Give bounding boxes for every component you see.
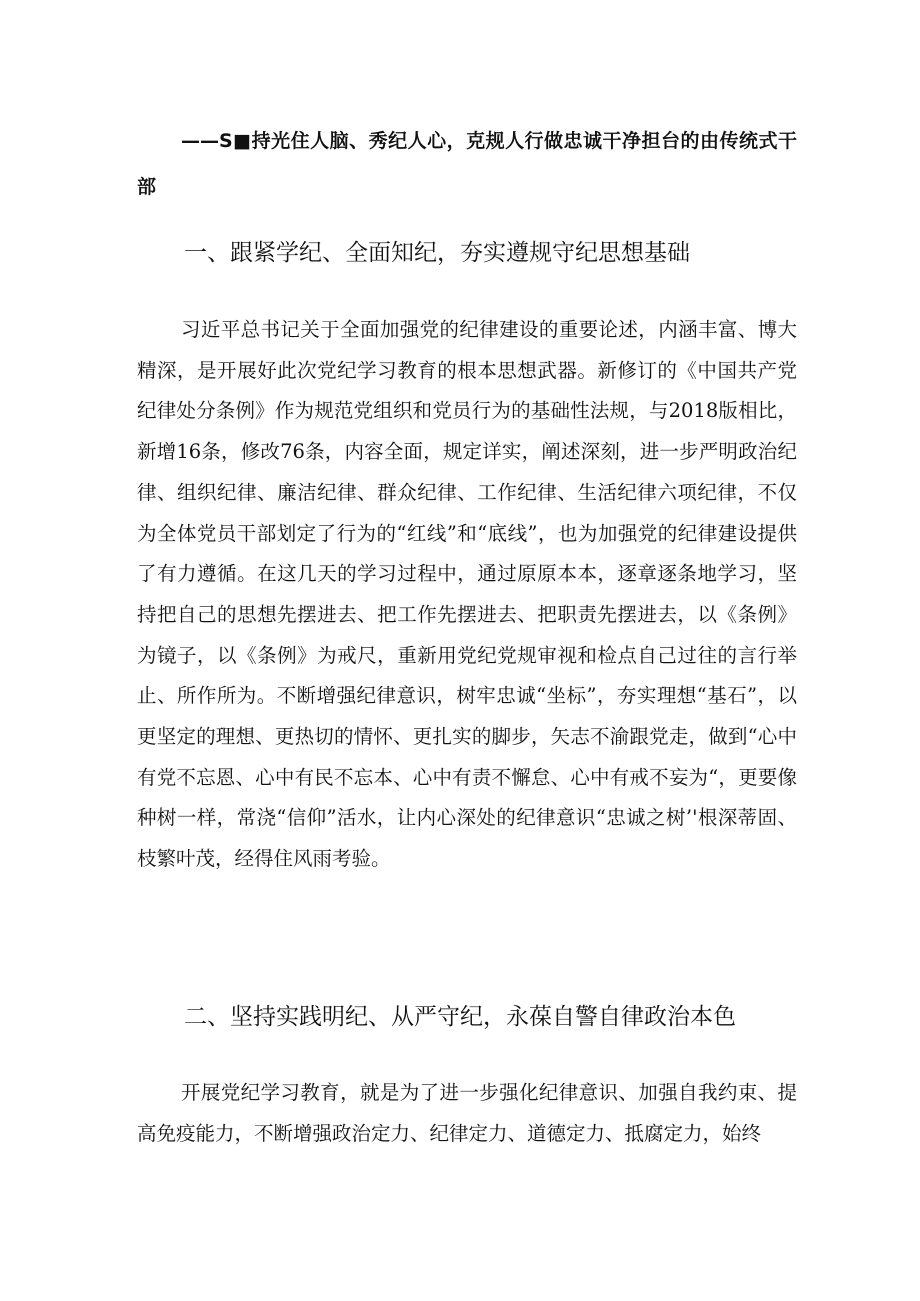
section-heading-1: 一、跟紧学纪、全面知纪，夯实遵规守纪思想基础 bbox=[184, 240, 690, 266]
document-subtitle: ——S■持光住人脑、秀纪人心，克规人行做忠诚干净担台的由传统式干部 bbox=[137, 130, 797, 198]
section-paragraph-1: 习近平总书记关于全面加强党的纪律建设的重要论述，内涵丰富、博大精深，是开展好此次党纪学习教育的根本思想武器。新修订的《中国共产党纪律处分条例》作为规范党组织和党员行为的基础性法规，与2018版相比，新增16条，修改76条，内容全面，规定详实，阐述深刻，进一步严明政治纪律、组织纪律、廉洁纪律、群众纪律、工作纪律、生活纪律六项纪律，不仅为全体党员干部划定了行为的“红线”和“底线”，也为加强党的纪律建设提供了有力遵循。在这几天的学习过程中，通过原原本本，逐章逐条地学习，坚持把自己的思想先摆进去、把工作先摆进去、把职责先摆进去，以《条例》为镜子，以《条例》为戒尺，重新用党纪党规审视和检点自己过往的言行举止、所作所为。不断增强纪律意识，树牢忠诚“坐标”，夯实理想“基石”，以更坚定的理想、更热切的情怀、更扎实的脚步，矢志不渝跟党走，做到“心中有党不忘恩、心中有民不忘本、心中有责不懈怠、心中有戒不妄为“，更要像种树一样，常浇“信仰”活水，让内心深处的纪律意识“忠诚之树’'根深蒂固、枝繁叶茂，经得住风雨考验。 bbox=[137, 318, 797, 871]
section-heading-2: 二、坚持实践明纪、从严守纪，永葆自警自律政治本色 bbox=[184, 1004, 736, 1030]
section-paragraph-2: 开展党纪学习教育，就是为了进一步强化纪律意识、加强自我约束、提高免疫能力，不断增强政治定力、纪律定力、道德定力、抵腐定力，始终 bbox=[137, 1081, 797, 1145]
